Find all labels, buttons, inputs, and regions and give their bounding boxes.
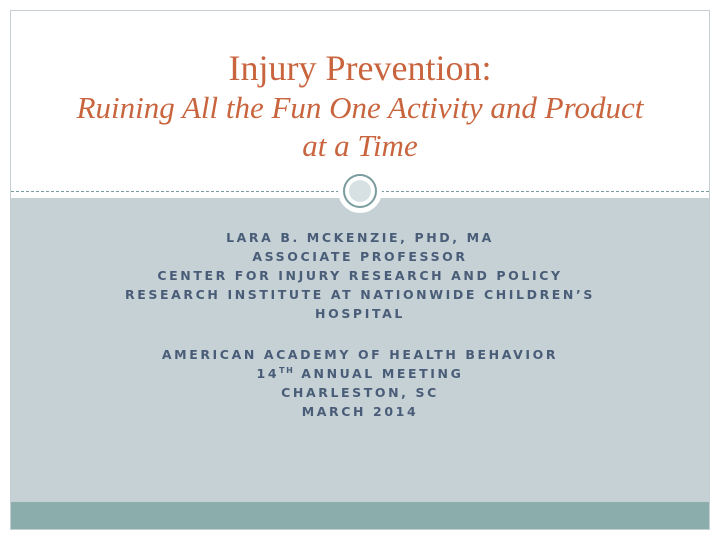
footer-band	[11, 502, 709, 529]
slide-subtitle: Ruining All the Fun One Activity and Product at a Time	[76, 90, 644, 163]
presentation-details	[111, 228, 609, 421]
event-date: MARCH 2014	[301, 404, 419, 419]
presenter-institute: RESEARCH INSTITUTE AT NATIONWIDE CHILDREN’S HOSPITAL	[125, 287, 595, 321]
presenter-position: ASSOCIATE PROFESSOR	[252, 249, 468, 264]
circle-core	[349, 180, 371, 202]
meeting-label: ANNUAL MEETING	[301, 366, 464, 381]
circle-ring	[343, 174, 377, 208]
presenter-name: LARA B. MCKENZIE, PHD, MA	[226, 230, 494, 245]
divider-circle-ornament	[338, 169, 382, 213]
event-meeting	[111, 364, 609, 383]
event-location: CHARLESTON, SC	[281, 385, 439, 400]
event-organization: AMERICAN ACADEMY OF HEALTH BEHAVIOR	[161, 347, 559, 362]
slide-title: Injury Prevention:	[228, 48, 492, 88]
presenter-center: CENTER FOR INJURY RESEARCH AND POLICY	[157, 268, 563, 283]
meeting-number: 14	[256, 366, 280, 381]
meeting-suffix: TH	[279, 366, 295, 375]
slide	[10, 10, 710, 530]
